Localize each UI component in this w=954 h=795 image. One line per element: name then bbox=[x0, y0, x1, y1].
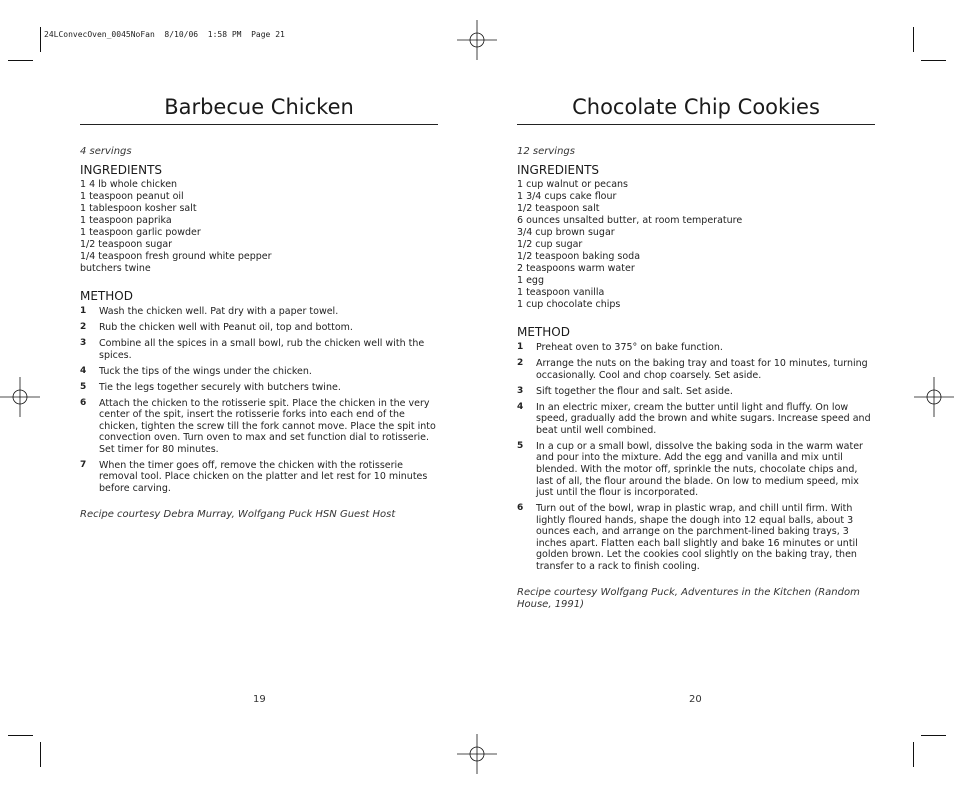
step-text: Wash the chicken well. Pat dry with a paper towel. bbox=[99, 306, 339, 317]
step-text: Attach the chicken to the rotisserie spit. Place the chicken in the very center of the spit, insert the rotisserie forks into each end of the chicken, tighten the screw till the fork cannot move. Place the spit into convection oven. Turn oven to max and set function dial to rotisserie. Set timer for 80 minutes. bbox=[99, 397, 436, 455]
ingredient-item: 1 egg bbox=[517, 275, 544, 286]
step-number: 5 bbox=[517, 440, 524, 451]
step-text: Combine all the spices in a small bowl, rub the chicken well with the spices. bbox=[99, 337, 425, 361]
method-step bbox=[517, 441, 875, 499]
step-text: Tie the legs together securely with butchers twine. bbox=[99, 381, 341, 393]
method-steps bbox=[80, 306, 438, 495]
ingredient-item: 1 3/4 cups cake flour bbox=[517, 191, 617, 202]
crop-mark-top-left-h bbox=[8, 60, 33, 61]
method-step bbox=[80, 338, 438, 361]
servings: 12 servings bbox=[517, 146, 575, 157]
step-text: Sift together the flour and salt. Set aside. bbox=[536, 385, 733, 397]
step-number: 3 bbox=[80, 337, 87, 348]
step-number: 5 bbox=[80, 381, 87, 392]
step-number: 4 bbox=[517, 401, 524, 412]
crop-mark-top-left-v bbox=[40, 27, 41, 52]
printer-slug-line: 24LConvecOven_0045NoFan 8/10/06 1:58 PM Page 21 bbox=[44, 30, 285, 39]
step-number: 7 bbox=[80, 459, 87, 470]
ingredients-heading: INGREDIENTS bbox=[517, 163, 600, 177]
step-text: Turn out of the bowl, wrap in plastic wrap, and chill until firm. With lightly floured hands, shape the dough into 12 equal balls, about 3 ounces each, and arrange on the parchment-lined baking trays, 3 inches apart. Flatten each ball slightly and bake 16 minutes or until golden brown. Let the cookies cool slightly on the baking tray, then transfer to a rack to finish cooling. bbox=[536, 503, 858, 573]
recipe-credit: Recipe courtesy Debra Murray, Wolfgang Puck HSN Guest Host bbox=[80, 508, 396, 520]
registration-mark-top bbox=[457, 20, 497, 60]
crop-mark-bottom-left-h bbox=[8, 735, 33, 736]
ingredient-item: 1/2 teaspoon sugar bbox=[80, 239, 173, 250]
method-steps bbox=[517, 342, 875, 573]
left-page bbox=[80, 92, 438, 521]
registration-mark-right bbox=[914, 377, 954, 417]
method-step bbox=[80, 306, 438, 318]
step-text: When the timer goes off, remove the chicken with the rotisserie removal tool. Place chicken on the platter and let rest for 10 minutes before carving. bbox=[99, 459, 428, 495]
step-text: In a cup or a small bowl, dissolve the baking soda in the warm water and pour into the mixture. Add the egg and vanilla and mix until blended. With the motor off, sprinkle the nuts, chocolate chips and, last of all, the flour around the blade. On low to medium speed, mix just until the flour is incorporated. bbox=[536, 440, 863, 499]
servings: 4 servings bbox=[80, 146, 132, 157]
ingredient-item: 1 tablespoon kosher salt bbox=[80, 203, 197, 214]
method-step bbox=[517, 358, 875, 381]
method-heading: METHOD bbox=[80, 289, 133, 303]
right-page bbox=[517, 92, 875, 612]
method-step bbox=[80, 460, 438, 495]
step-text: Tuck the tips of the wings under the chicken. bbox=[99, 365, 312, 377]
ingredient-item: 1 teaspoon garlic powder bbox=[80, 227, 201, 238]
method-step bbox=[517, 386, 875, 398]
ingredient-item: 1 teaspoon peanut oil bbox=[80, 191, 184, 202]
method-step bbox=[517, 503, 875, 573]
registration-mark-bottom bbox=[457, 734, 497, 774]
ingredient-item: 1 teaspoon paprika bbox=[80, 215, 172, 226]
ingredient-item: 1/4 teaspoon fresh ground white pepper bbox=[80, 251, 272, 262]
ingredient-item: 2 teaspoons warm water bbox=[517, 263, 635, 274]
step-number: 1 bbox=[517, 342, 524, 352]
step-text: In an electric mixer, cream the butter until light and fluffy. On low speed, gradually add the brown and white sugars. Increase speed and beat until well combined. bbox=[536, 401, 871, 436]
ingredient-item: 1 teaspoon vanilla bbox=[517, 287, 605, 298]
step-number: 2 bbox=[517, 357, 524, 368]
ingredient-item: 1 cup chocolate chips bbox=[517, 299, 621, 310]
page-number-left: 19 bbox=[253, 694, 266, 705]
crop-mark-bottom-right-v bbox=[913, 742, 914, 767]
ingredient-item: 1 4 lb whole chicken bbox=[80, 179, 178, 190]
ingredient-item: 1 cup walnut or pecans bbox=[517, 179, 629, 190]
method-step bbox=[80, 398, 438, 456]
method-step bbox=[517, 342, 875, 354]
ingredient-item: butchers twine bbox=[80, 263, 151, 274]
ingredient-item: 3/4 cup brown sugar bbox=[517, 227, 615, 238]
ingredients-list bbox=[80, 179, 438, 275]
crop-mark-top-right-h bbox=[921, 60, 946, 61]
ingredients-heading: INGREDIENTS bbox=[80, 163, 163, 177]
ingredients-list bbox=[517, 179, 875, 311]
step-number: 2 bbox=[80, 321, 87, 332]
registration-mark-left bbox=[0, 377, 40, 417]
ingredient-item: 6 ounces unsalted butter, at room temperature bbox=[517, 215, 743, 226]
method-step bbox=[80, 366, 438, 378]
recipe-credit: Recipe courtesy Wolfgang Puck, Adventures in the Kitchen (Random House, 1991) bbox=[517, 586, 860, 611]
ingredient-item: 1/2 cup sugar bbox=[517, 239, 583, 250]
crop-mark-bottom-left-v bbox=[40, 742, 41, 767]
step-text: Preheat oven to 375° on bake function. bbox=[536, 342, 723, 353]
recipe-title: Chocolate Chip Cookies bbox=[517, 92, 875, 125]
page-number-right: 20 bbox=[689, 694, 702, 705]
step-text: Arrange the nuts on the baking tray and toast for 10 minutes, turning occasionally. Cool and chop coarsely. Set aside. bbox=[536, 357, 868, 381]
ingredient-item: 1/2 teaspoon baking soda bbox=[517, 251, 641, 262]
step-number: 4 bbox=[80, 365, 87, 376]
method-heading: METHOD bbox=[517, 325, 570, 339]
ingredient-item: 1/2 teaspoon salt bbox=[517, 203, 600, 214]
method-step bbox=[80, 382, 438, 394]
recipe-title: Barbecue Chicken bbox=[80, 92, 438, 125]
step-number: 3 bbox=[517, 385, 524, 396]
crop-mark-top-right-v bbox=[913, 27, 914, 52]
step-number: 1 bbox=[80, 306, 87, 316]
method-step bbox=[80, 322, 438, 334]
crop-mark-bottom-right-h bbox=[921, 735, 946, 736]
method-step bbox=[517, 402, 875, 437]
step-number: 6 bbox=[80, 397, 87, 408]
step-text: Rub the chicken well with Peanut oil, top and bottom. bbox=[99, 321, 353, 333]
step-number: 6 bbox=[517, 503, 524, 514]
